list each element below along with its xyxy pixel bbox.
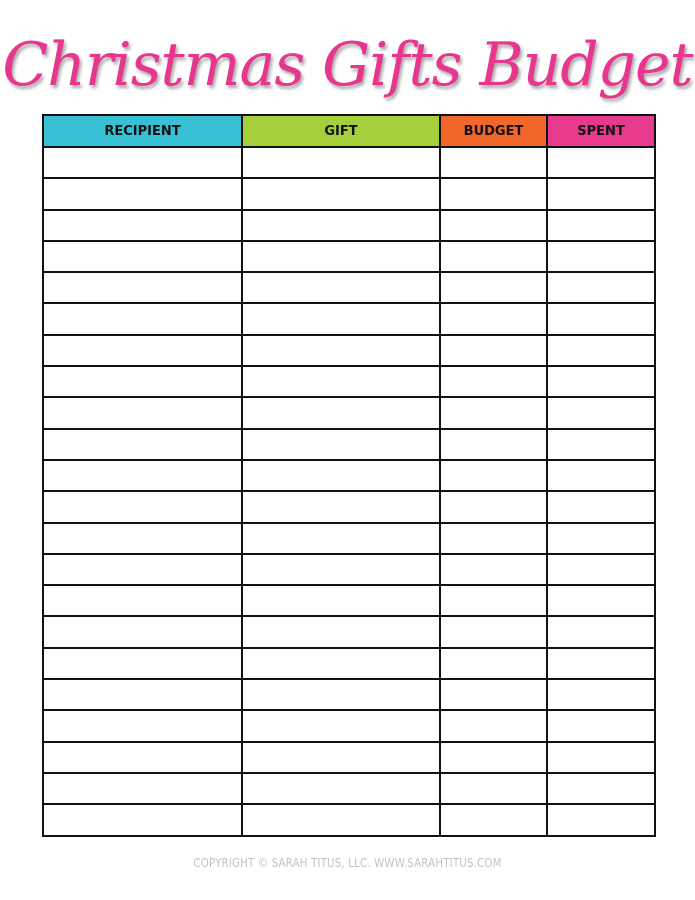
column-header-spent: SPENT [547,115,655,147]
cell-spent [547,147,655,178]
cell-gift [242,585,440,616]
cell-budget [440,178,547,209]
cell-spent [547,210,655,241]
cell-budget [440,366,547,397]
cell-budget [440,303,547,334]
cell-gift [242,742,440,773]
table-row [43,710,655,741]
table-row [43,491,655,522]
cell-recipient [43,679,242,710]
table-row [43,335,655,366]
cell-recipient [43,616,242,647]
cell-gift [242,366,440,397]
cell-spent [547,303,655,334]
cell-recipient [43,460,242,491]
table-row [43,210,655,241]
cell-recipient [43,429,242,460]
table-row [43,585,655,616]
table-row [43,366,655,397]
cell-recipient [43,335,242,366]
cell-budget [440,742,547,773]
cell-spent [547,554,655,585]
cell-recipient [43,303,242,334]
cell-spent [547,272,655,303]
cell-spent [547,679,655,710]
cell-recipient [43,210,242,241]
cell-spent [547,429,655,460]
cell-gift [242,147,440,178]
cell-spent [547,585,655,616]
cell-budget [440,335,547,366]
table-row [43,178,655,209]
table-row [43,523,655,554]
cell-budget [440,397,547,428]
cell-recipient [43,554,242,585]
cell-spent [547,742,655,773]
cell-budget [440,710,547,741]
cell-budget [440,554,547,585]
cell-budget [440,241,547,272]
table-row [43,742,655,773]
cell-budget [440,679,547,710]
cell-recipient [43,241,242,272]
cell-gift [242,710,440,741]
cell-recipient [43,147,242,178]
cell-spent [547,616,655,647]
cell-gift [242,272,440,303]
table-row [43,460,655,491]
table-row [43,147,655,178]
cell-spent [547,460,655,491]
cell-budget [440,648,547,679]
table-row [43,773,655,804]
cell-gift [242,210,440,241]
cell-gift [242,335,440,366]
cell-budget [440,210,547,241]
cell-recipient [43,366,242,397]
cell-budget [440,460,547,491]
cell-budget [440,272,547,303]
cell-recipient [43,710,242,741]
table-row [43,241,655,272]
cell-budget [440,147,547,178]
cell-recipient [43,773,242,804]
cell-gift [242,773,440,804]
gift-budget-table [42,114,656,837]
cell-spent [547,710,655,741]
cell-gift [242,523,440,554]
cell-gift [242,679,440,710]
page-title: Christmas Gifts Budget [2,30,693,100]
cell-recipient [43,804,242,835]
cell-spent [547,491,655,522]
cell-recipient [43,397,242,428]
table-body [43,147,655,836]
cell-budget [440,491,547,522]
cell-spent [547,366,655,397]
cell-budget [440,523,547,554]
table-row [43,648,655,679]
cell-spent [547,804,655,835]
table-row [43,554,655,585]
cell-budget [440,429,547,460]
cell-gift [242,554,440,585]
cell-budget [440,804,547,835]
cell-spent [547,397,655,428]
cell-gift [242,460,440,491]
cell-gift [242,429,440,460]
table-row [43,616,655,647]
cell-gift [242,241,440,272]
cell-gift [242,178,440,209]
cell-spent [547,523,655,554]
table-row [43,397,655,428]
table-row [43,679,655,710]
cell-recipient [43,523,242,554]
column-header-gift: GIFT [242,115,440,147]
cell-gift [242,303,440,334]
cell-budget [440,585,547,616]
cell-recipient [43,648,242,679]
cell-recipient [43,272,242,303]
cell-spent [547,335,655,366]
table-header-row [43,115,655,147]
cell-recipient [43,742,242,773]
column-header-recipient: RECIPIENT [43,115,242,147]
cell-recipient [43,178,242,209]
cell-gift [242,616,440,647]
cell-spent [547,773,655,804]
table-row [43,804,655,835]
cell-gift [242,397,440,428]
cell-gift [242,648,440,679]
table-row [43,272,655,303]
cell-recipient [43,491,242,522]
table-row [43,429,655,460]
cell-spent [547,178,655,209]
cell-recipient [43,585,242,616]
cell-spent [547,241,655,272]
cell-budget [440,773,547,804]
cell-budget [440,616,547,647]
table-row [43,303,655,334]
cell-spent [547,648,655,679]
copyright-footer: COPYRIGHT © SARAH TITUS, LLC. WWW.SARAHTITUS.COM [193,855,502,870]
cell-gift [242,491,440,522]
column-header-budget: BUDGET [440,115,547,147]
cell-gift [242,804,440,835]
